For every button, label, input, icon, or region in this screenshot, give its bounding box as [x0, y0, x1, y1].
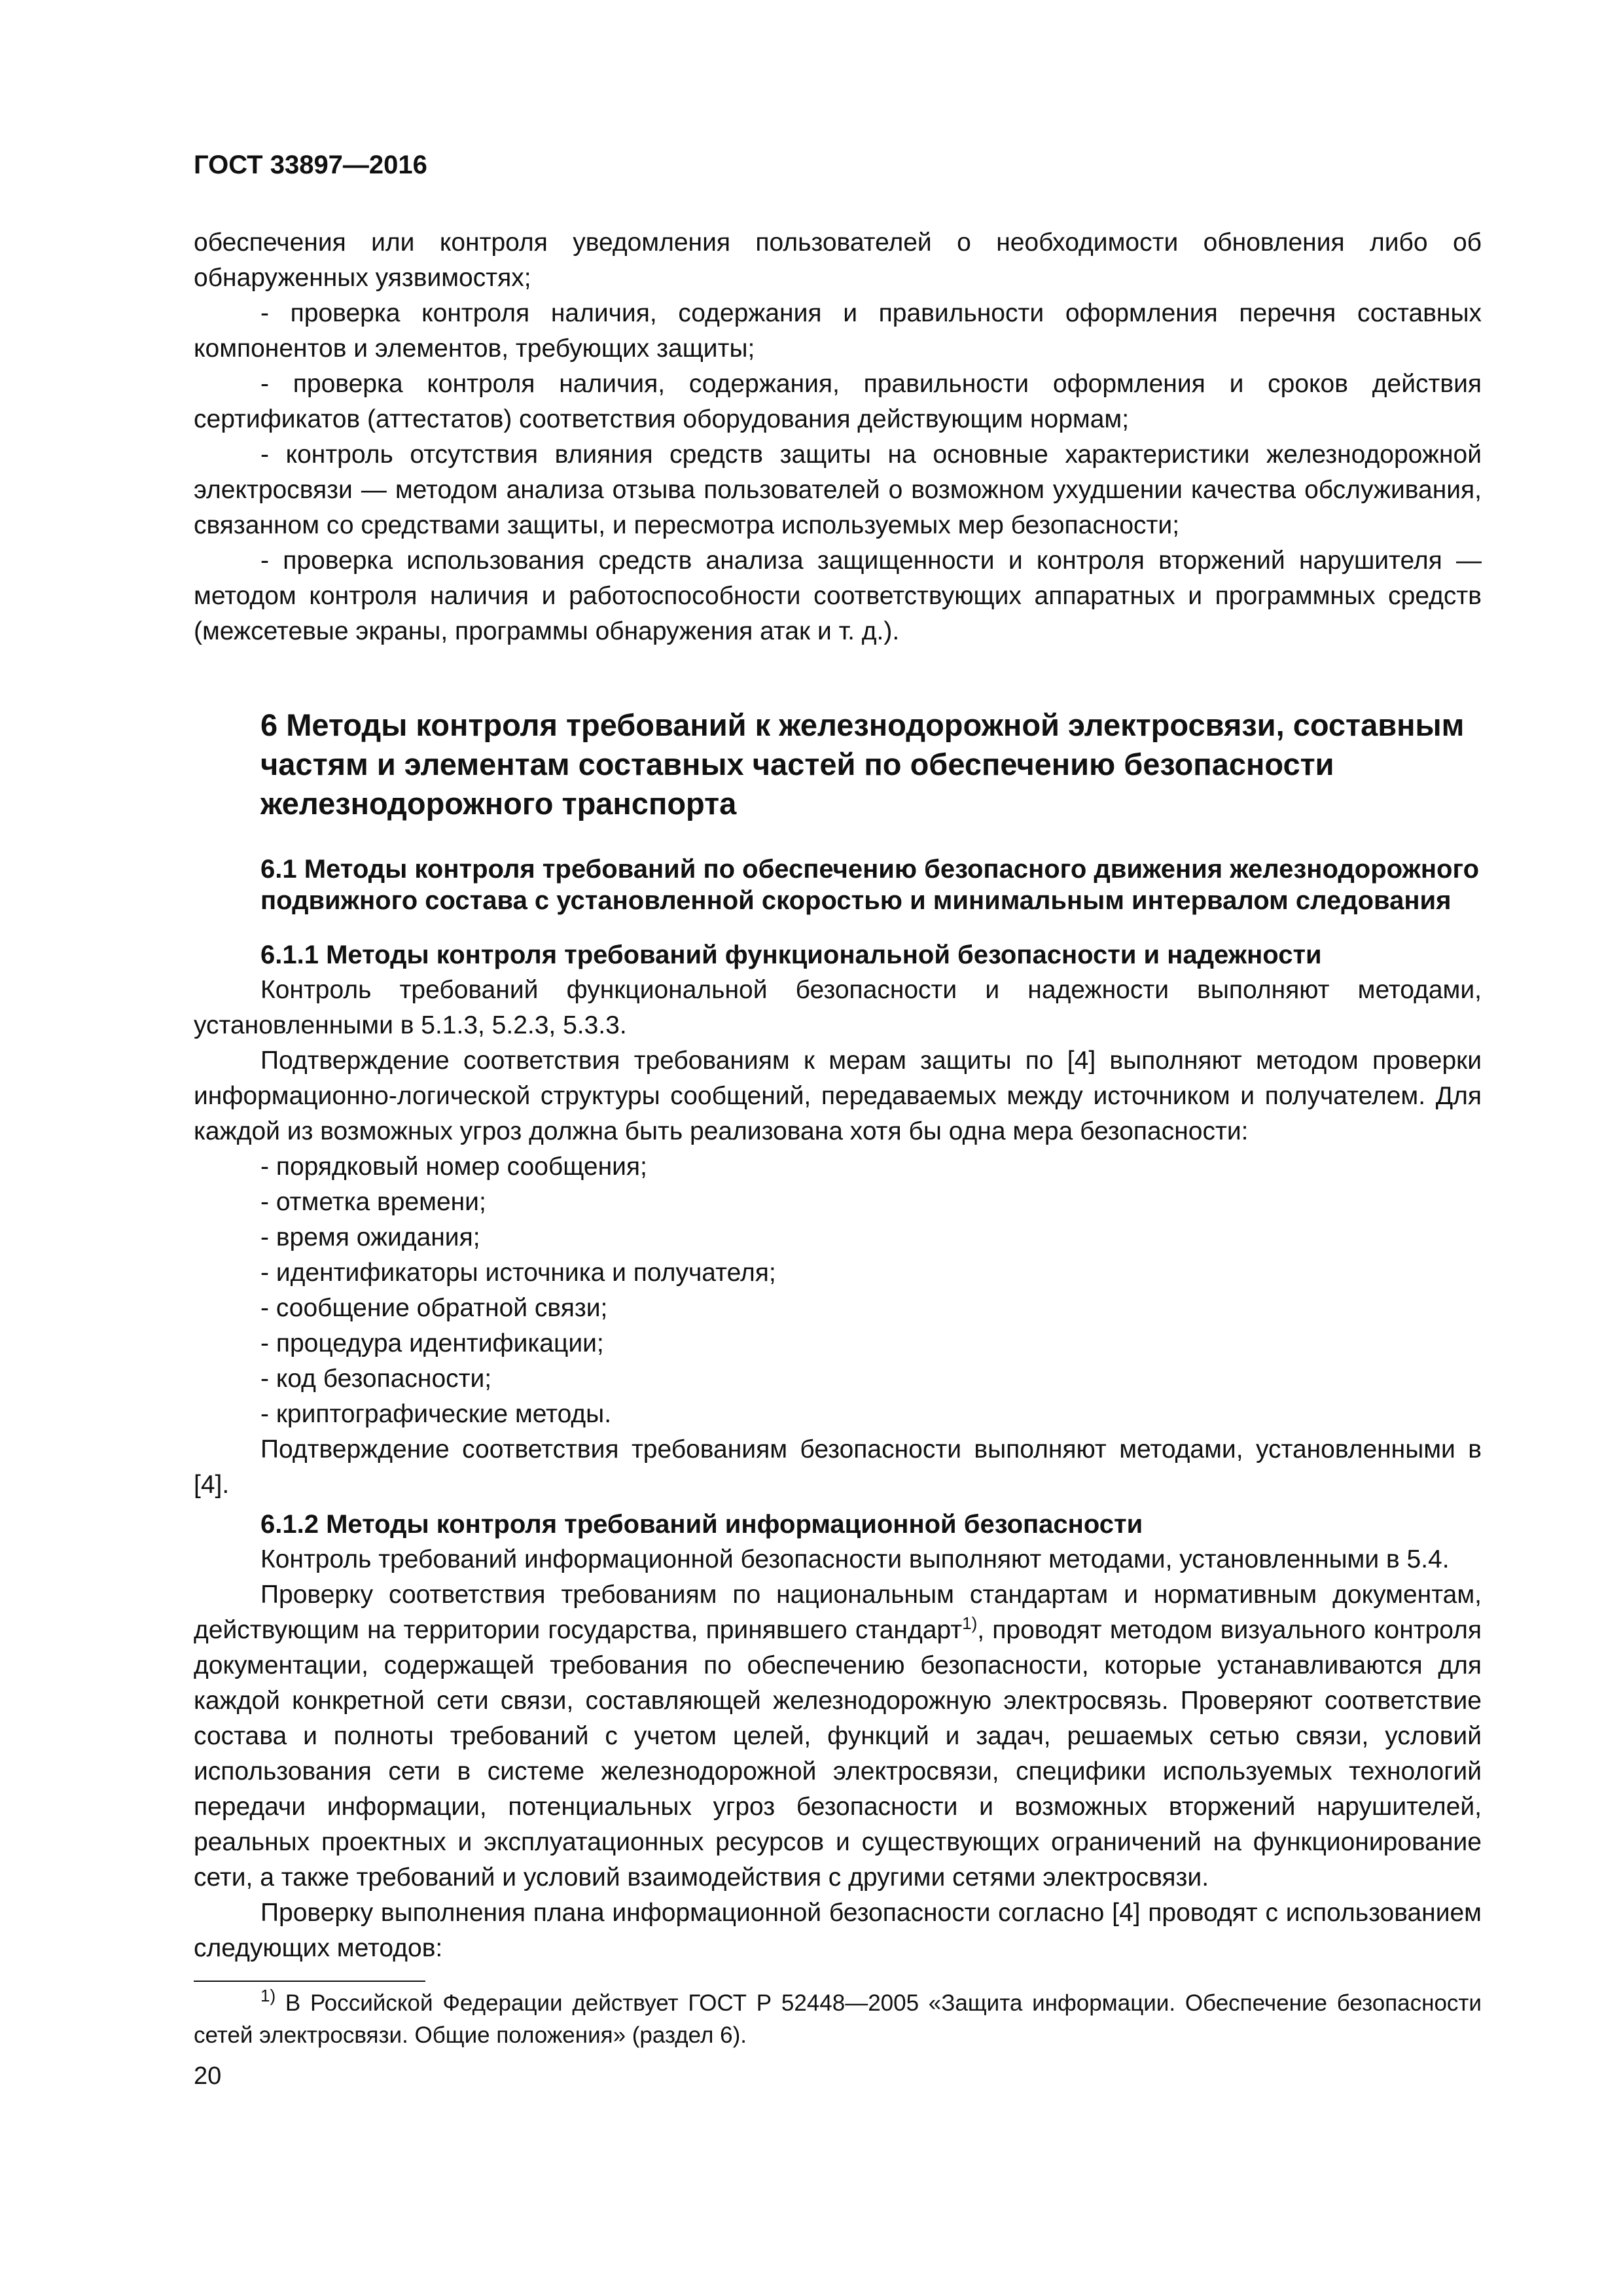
footnote — [194, 1987, 1482, 2051]
list-item: - криптографические методы. — [260, 1400, 612, 1428]
list-item: - время ожидания; — [260, 1223, 480, 1251]
section-6-heading: 6 Методы контроля требований к железнодорожной электросвязи, составным частям и элементам составных частей по обеспечению безопасности железнодорожного транспорта — [260, 708, 1465, 821]
list-item: - порядковый номер сообщения; — [260, 1153, 647, 1181]
footnote-separator — [194, 1981, 425, 1982]
intro-list-item-1: - проверка контроля наличия, содержания и правильности оформления перечня составных компонентов и элементов, требующих защиты; — [194, 299, 1482, 363]
intro-paragraph-1: обеспечения или контроля уведомления пользователей о необходимости обновления либо об обнаруженных уязвимостях; — [194, 228, 1482, 292]
section-6-1-1-paragraph-3: Подтверждение соответствия требованиям безопасности выполняют методами, установленными в [4]. — [194, 1435, 1482, 1499]
section-6-1-2-heading: 6.1.2 Методы контроля требований информационной безопасности — [260, 1510, 1143, 1539]
page-number: 20 — [194, 2062, 222, 2090]
list-item: - процедура идентификации; — [260, 1329, 604, 1357]
section-6-1-2-paragraph-3: Проверку выполнения плана информационной безопасности согласно [4] проводят с использованием следующих методов: — [194, 1899, 1482, 1962]
section-6-1-1-paragraph-1: Контроль требований функциональной безопасности и надежности выполняют методами, установленными в 5.1.3, 5.2.3, 5.3.3. — [194, 976, 1482, 1039]
section-6-1-heading: 6.1 Методы контроля требований по обеспечению безопасного движения железнодорожного подвижного состава с установленной скоростью и минимальным интервалом следования — [260, 855, 1480, 915]
document-body — [194, 225, 1482, 1966]
section-6-1-1-heading: 6.1.1 Методы контроля требований функциональной безопасности и надежности — [260, 941, 1322, 969]
list-item: - код безопасности; — [260, 1365, 492, 1393]
document-header: ГОСТ 33897—2016 — [194, 151, 427, 179]
list-item: - сообщение обратной связи; — [260, 1294, 608, 1322]
section-6-1-1-paragraph-2: Подтверждение соответствия требованиям к мерам защиты по [4] выполняют методом проверки информационно-логической структуры сообщений, передаваемых между источником и получателем. Для каждой из возможных угроз должна быть реализована хотя бы одна мера безопасности: — [194, 1047, 1482, 1145]
paragraph-text-start: Проверку соответствия требованиям по национальным стандартам и нормативным документам, действующим на территории государства, принявшего стандарт — [194, 1581, 1482, 1644]
footnote-reference[interactable]: 1) — [962, 1613, 978, 1633]
list-item: - отметка времени; — [260, 1188, 486, 1216]
section-6-1-2-paragraph-2 — [194, 1577, 1482, 1895]
list-item: - идентификаторы источника и получателя; — [260, 1259, 776, 1287]
footnote-marker: 1) — [260, 1986, 276, 2005]
security-measures-list — [194, 1149, 1482, 1432]
intro-list-item-4: - проверка использования средств анализа защищенности и контроля вторжений нарушителя — методом контроля наличия и работоспособности соответствующих аппаратных и программных средств (межсетевые экраны, программы обнаружения атак и т. д.). — [194, 547, 1482, 645]
intro-list-item-2: - проверка контроля наличия, содержания, правильности оформления и сроков действия сертификатов (аттестатов) соответствия оборудования действующим нормам; — [194, 370, 1482, 433]
intro-list-item-3: - контроль отсутствия влияния средств защиты на основные характеристики железнодорожной электросвязи — методом анализа отзыва пользователей о возможном ухудшении качества обслуживания, связанном со средствами защиты, и пересмотра используемых мер безопасности; — [194, 440, 1482, 539]
paragraph-text-end: , проводят методом визуального контроля документации, содержащей требования по обеспечению безопасности, которые устанавливаются для каждой конкретной сети связи, составляющей железнодорожную электросвязь. Проверяют соответствие состава и полноты требований с учетом целей, функций и задач, решаемых сетью связи, условий использования сети в системе железнодорожной электросвязи, специфики используемых технологий передачи информации, потенциальных угроз безопасности и возможных вторжений нарушителей, реальных проектных и эксплуатационных ресурсов и существующих ограничений на функционирование сети, а также требований и условий взаимодействия с другими сетями электросвязи. — [194, 1616, 1482, 1892]
footnote-text: В Российской Федерации действует ГОСТ Р 52448—2005 «Защита информации. Обеспечение безопасности сетей электросвязи. Общие положения» (раздел 6). — [194, 1990, 1482, 2048]
section-6-1-2-paragraph-1: Контроль требований информационной безопасности выполняют методами, установленными в 5.4. — [260, 1545, 1450, 1573]
